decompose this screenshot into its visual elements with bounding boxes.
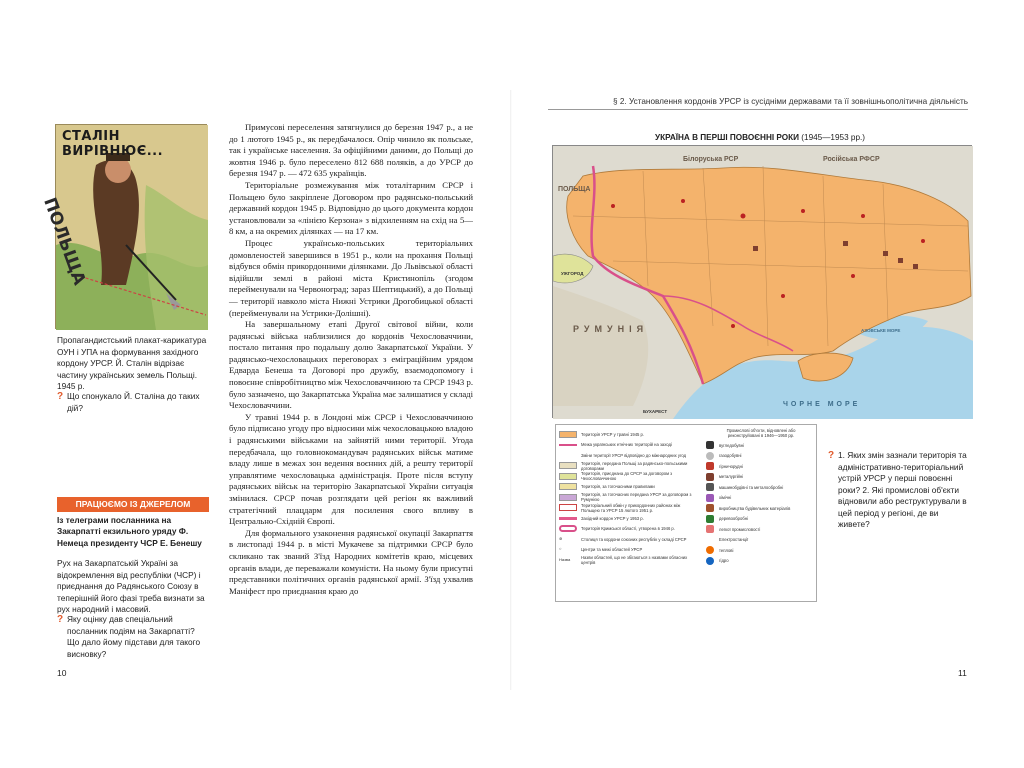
legend-text: Західний кордон УРСР у 1953 р. <box>581 515 644 521</box>
poster-question <box>57 391 207 414</box>
legend-text: легкої промисловості <box>719 526 761 532</box>
source-question-text: Яку оцінку дав спеціальний посланник подіям на Закарпатті? Що дало йому підстави для такого висновку? <box>67 614 201 659</box>
running-head: § 2. Установлення кордонів УРСР із сусідніми державами та її зовнішньополітична діяльність <box>548 97 968 110</box>
legend-text: металургійні <box>719 474 744 480</box>
legend-item <box>559 555 699 566</box>
legend-right-header: Промислові об'єкти, відновлені або реконструйовані в 1946—1950 рр. <box>726 428 796 438</box>
paragraph: У травні 1944 р. в Лондоні між СРСР і Чехословаччиною було підписано угоду про відносини між чехословацькою владою і радянськими військами на зайнятій ними території. Угода передбачала, що головнокомандувач радянських військ матиме владу лише в межах зон ведення воєнних дій, а решту території управлятиме чехословацька адміністрація. Проте після вступу радянських військ на територію Закарпатської України ситуація змінилася. СРСР почав розглядати цей регіон як важливий стратегічний плацдарм для посилення свого впливу в Центрально-Східній Європі. <box>229 411 473 527</box>
metallurgy-icon <box>706 473 714 481</box>
legend-item <box>706 524 816 535</box>
legend-swatch <box>559 483 577 490</box>
legend-item <box>706 493 816 504</box>
map-label-black-sea: ЧОРНЕ МОРЕ <box>783 401 861 408</box>
paragraph: Для формального узаконення радянської окупації Закарпаття в листопаді 1944 р. в місті Мукачеве за підтримки СРСР було скликано так званий З'їзд Народних комітетів краю, місцевих органів влади, де переважали комуністи. На ньому були присутні представники політичних органів радянської армії. З'їзд ухвалив Маніфест про приєднання краю до <box>229 527 473 596</box>
map-label-bukharest: БУХАРЕСТ <box>643 409 668 414</box>
question-icon: ? <box>57 614 64 625</box>
legend-item <box>706 503 816 514</box>
legend-text: Центри та межі областей УРСР <box>581 547 643 553</box>
building-materials-icon <box>706 504 714 512</box>
legend-swatch <box>559 516 577 520</box>
map-drawing <box>553 146 973 419</box>
legend-text: вугледобувні <box>719 442 744 448</box>
page-number-left: 10 <box>57 668 67 678</box>
legend-text: деревообробні <box>719 516 748 522</box>
legend-swatch: Назва <box>559 557 577 564</box>
map-title <box>655 133 865 142</box>
ore-mining-icon <box>706 462 714 470</box>
light-industry-icon <box>706 525 714 533</box>
source-title: Із телеграми посланника на Закарпатті екзильного уряду Ф. Немеца президенту ЧСР Е. Бенешу <box>57 515 202 548</box>
page-number-right: 11 <box>958 668 967 678</box>
legend-item <box>559 471 699 482</box>
map-questions <box>828 450 970 531</box>
source-body: Рух на Закарпатській Україні за відокремлення від республіки (ЧСР) і приєднання до Радянського Союзу в теперішній його фазі треба визнати за рух народний і масовий. <box>57 558 205 614</box>
legend-swatch <box>559 525 577 532</box>
map-label-russia: Російська РФСР <box>823 156 880 163</box>
map-label-poland: ПОЛЬЩА <box>558 186 591 193</box>
map-label-azov: АЗОВСЬКЕ МОРЕ <box>861 328 901 333</box>
legend-item <box>706 535 816 546</box>
source-section-header: ПРАЦЮЄМО ІЗ ДЖЕРЕЛОМ <box>57 497 209 512</box>
legend-item <box>559 440 699 451</box>
legend-item <box>706 440 816 451</box>
legend-text: гірничорудні <box>719 463 743 469</box>
legend-text: гідро <box>719 558 729 564</box>
legend-text: Межа українських етнічних територій на заході <box>581 442 672 448</box>
legend-item <box>559 513 699 524</box>
legend-item <box>559 492 699 503</box>
legend-item <box>706 556 816 567</box>
machine-building-icon <box>706 483 714 491</box>
legend-text: газодобувні <box>719 453 742 459</box>
legend-text: Електростанції <box>719 537 749 543</box>
legend-subheader <box>559 450 699 461</box>
legend-text: Територія Кримської області, утворена в 1946 р. <box>581 526 675 532</box>
legend-text: хімічні <box>719 495 732 501</box>
legend-item <box>706 545 816 556</box>
legend-swatch <box>559 494 577 501</box>
legend-item <box>559 503 699 514</box>
legend-swatch <box>559 431 577 438</box>
legend-left-column <box>559 429 699 566</box>
map-label-uzhhorod: УЖГОРОД <box>561 271 584 276</box>
map-label-romania: РУМУНІЯ <box>573 324 649 334</box>
paragraph: Процес українсько-польських територіальних домовленостей завершився в 1951 р., коли на прохання Польщі відбувся обмін прикордонними ділянками. До Львівської області відійшли землі в районі міста Кристинопіль (згодом перейменували на Червоноград; зараз Шептицький), а до Польщі — території навколо міста Нижні Устрики Дрогобицької області (перейменували на Устрики-Долішні). <box>229 237 473 318</box>
legend-swatch <box>559 473 577 480</box>
legend-item <box>559 524 699 535</box>
chemical-icon <box>706 494 714 502</box>
map-title-years: (1945—1953 рр.) <box>801 133 866 142</box>
legend-right-column <box>706 428 816 566</box>
legend-item <box>706 451 816 462</box>
legend-text: Територія, за тогочасними правилами <box>581 484 655 490</box>
legend-item <box>559 429 699 440</box>
legend-item <box>559 534 699 545</box>
woodworking-icon <box>706 515 714 523</box>
legend-item <box>559 545 699 556</box>
legend-text: Територія, за тогочасних передана УРСР за договором з Румунією <box>581 492 692 503</box>
legend-item <box>706 482 816 493</box>
propaganda-poster-image <box>39 124 207 329</box>
question-icon: ? <box>57 391 64 402</box>
legend-text: виробництва будівельних матеріалів <box>719 505 791 511</box>
poster-word: ПОЛЬЩА <box>39 195 90 288</box>
main-text-column <box>229 122 473 597</box>
map-legend <box>555 424 817 602</box>
legend-swatch <box>559 443 577 446</box>
paragraph: На завершальному етапі Другої світової війни, коли радянські війська наблизилися до кордонів Чехословаччини, постало питання про подальшу долю Закарпатської України. У радянсько-чехословацьких переговорах з еміграційним урядом Едварда Бенеша та Договорі про дружбу, взаємодопомогу і повоєнне співробітництво між Чехословаччиною та СРСР 1943 р. було зазначено, що Закарпатська Україна має залишатися у складі Чехословаччини. <box>229 319 474 411</box>
paragraph: Примусові переселення затягнулися до березня 1947 р., а не до 1 лютого 1945 р., як передбачалося. Опір чинило як польське, так і українське населення. За офіційними даними, до Польщі до жовтня 1946 р. було переселено 812 688 поляків, а до УРСР до березня 1947 р. — 472 635 українців. <box>229 122 473 179</box>
legend-item <box>706 514 816 525</box>
legend-item <box>559 482 699 493</box>
legend-item <box>706 461 816 472</box>
map-title-main: УКРАЇНА В ПЕРШІ ПОВОЄННІ РОКИ <box>655 133 800 142</box>
legend-text: Територія, передана Польщі за радянсько-польськими договорами <box>581 460 688 471</box>
legend-swatch: ○ <box>559 546 577 553</box>
legend-swatch <box>559 504 577 511</box>
legend-text: Назви областей, що не збігаються з назвами обласних центрів <box>581 555 688 566</box>
legend-text: Територіальний обмін у прикордонних районах між Польщею та УРСР 15 лютого 1951 р. <box>581 502 681 513</box>
poster-caption: Пропагандистський плакат-карикатура ОУН і УПА на формування західного кордону УРСР. Й. Сталін відрізає частину українських земель Польщі. 1945 р. <box>57 335 207 391</box>
source-question <box>57 614 207 660</box>
legend-text: Зміни території УРСР відповідно до міжнародних угод <box>581 452 687 458</box>
legend-item <box>559 461 699 472</box>
gas-icon <box>706 452 714 460</box>
historical-map <box>552 145 972 418</box>
legend-text: Територія УРСР у травні 1945 р. <box>581 431 645 437</box>
legend-text: Територія, приєднана до СРСР за договором з Чехословаччиною <box>581 471 673 482</box>
legend-swatch <box>559 462 577 469</box>
paragraph: Територіальне розмежування між тоталітарним СРСР і Польщею було закріплене Договором про радянсько-польський державний кордон 1945 р. Відповідно до цього документа кордон установлювали за «лінією Керзона» з відхиленням на схід на 5—8 км, а на окремих ділянках — на 17 км. <box>229 179 473 237</box>
hydro-plant-icon <box>706 557 714 565</box>
poster-question-text: Що спонукало Й. Сталіна до таких дій? <box>67 391 200 413</box>
map-label-belarus: Білоруська РСР <box>683 156 739 163</box>
legend-item <box>706 472 816 483</box>
map-questions-text: 1. Яких змін зазнали територія та адміністративно-територіальний устрій УРСР у перші повоєнні роки? 2. Які промислові об'єкти відновили або реструктурували в цей період у регіоні, де ви живете? <box>838 450 967 529</box>
legend-text: машинобудівні та металообробні <box>719 484 784 490</box>
legend-text: Столиця та кордони союзних республік у складі СРСР <box>581 536 687 542</box>
legend-swatch: ⊚ <box>559 536 577 543</box>
poster-title: СТАЛІН ВИРІВНЮЄ... <box>62 129 164 159</box>
question-icon: ? <box>828 450 835 461</box>
coal-mining-icon <box>706 441 714 449</box>
thermal-plant-icon <box>706 546 714 554</box>
legend-text: теплові <box>719 547 734 553</box>
